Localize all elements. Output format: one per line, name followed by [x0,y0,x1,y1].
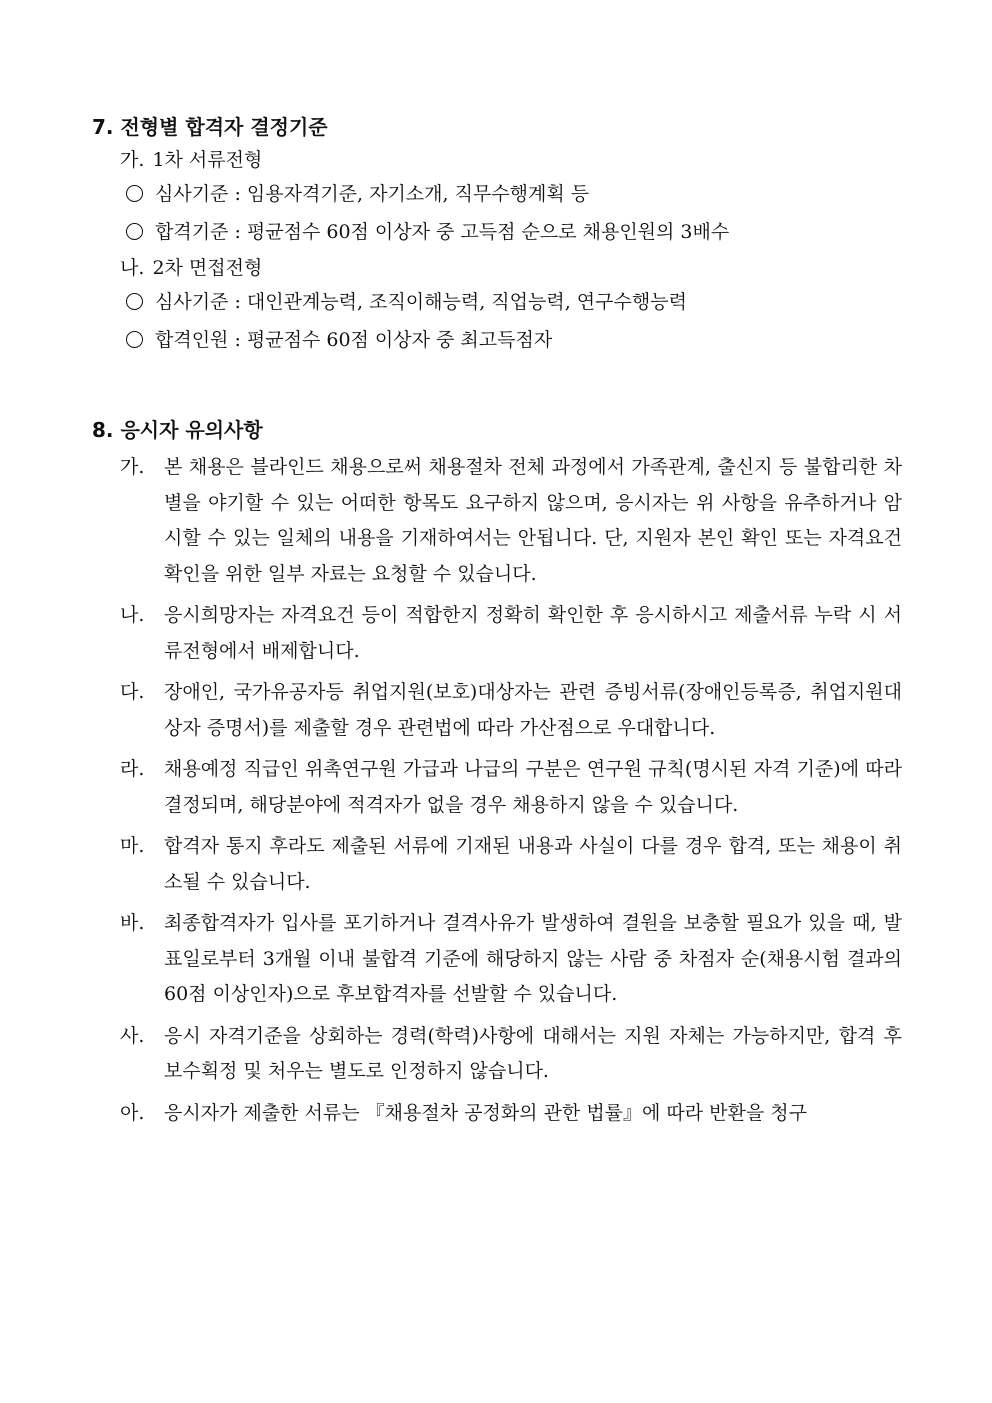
note-item [92,1096,902,1132]
note-item [92,906,902,1013]
note-marker: 다. [120,681,145,703]
note-text: 응시자가 제출한 서류는 『채용절차 공정화의 관한 법률』에 따라 반환을 청구 [164,1101,807,1124]
circle-icon [126,331,143,348]
sub-marker: 나. [120,257,145,279]
sub-label: 1차 서류전형 [152,149,263,171]
sub-label: 2차 면접전형 [152,257,263,279]
note-marker: 마. [120,835,145,857]
note-marker: 아. [120,1101,145,1124]
note-marker: 가. [120,456,145,478]
bullet-text: 심사기준 : 대인관계능력, 조직이해능력, 직업능력, 연구수행능력 [155,291,687,313]
bullet-item [92,283,902,321]
bullet-item [92,321,902,359]
section-7-title: 7. 전형별 합격자 결정기준 [92,115,328,139]
sub-marker: 가. [120,149,145,171]
circle-icon [126,223,143,240]
note-item [92,752,902,823]
note-marker: 나. [120,604,145,626]
note-item [92,598,902,669]
circle-icon [126,185,143,202]
sub-heading-document-screening [92,145,902,175]
note-text: 응시 자격기준을 상회하는 경력(학력)사항에 대해서는 지원 자체는 가능하지만, 합격 후 보수획정 및 처우는 별도로 인정하지 않습니다. [164,1024,902,1082]
note-text: 채용예정 직급인 위촉연구원 가급과 나급의 구분은 연구원 규칙(명시된 자격 기준)에 따라 결정되며, 해당분야에 적격자가 없을 경우 채용하지 않을 수 있습니다. [164,758,902,816]
note-text: 응시희망자는 자격요건 등이 적합한지 정확히 확인한 후 응시하시고 제출서류 누락 시 서류전형에서 배제합니다. [164,604,902,662]
note-item [92,450,902,592]
bullet-text: 합격기준 : 평균점수 60점 이상자 중 고득점 순으로 채용인원의 3배수 [155,221,730,243]
bullet-item [92,175,902,213]
bullet-item [92,213,902,251]
note-text: 최종합격자가 입사를 포기하거나 결격사유가 발생하여 결원을 보충할 필요가 있을 때, 발표일로부터 3개월 이내 불합격 기준에 해당하지 않는 사람 중 차점자 순(채용시험 결과의 60점 이상인자)으로 후보합격자를 선발할 수 있습니다. [164,912,902,1005]
bullet-text: 합격인원 : 평균점수 60점 이상자 중 최고득점자 [155,329,553,351]
note-text: 장애인, 국가유공자등 취업지원(보호)대상자는 관련 증빙서류(장애인등록증, 취업지원대상자 증명서)를 제출할 경우 관련법에 따라 가산점으로 우대합니다. [164,681,902,739]
note-marker: 바. [120,912,145,934]
section-8-title: 8. 응시자 유의사항 [92,418,263,442]
sub-heading-interview [92,253,902,283]
section-selection-criteria [92,113,902,359]
note-marker: 사. [120,1024,145,1047]
note-item [92,829,902,900]
note-text: 본 채용은 블라인드 채용으로써 채용절차 전체 과정에서 가족관계, 출신지 등 불합리한 차별을 야기할 수 있는 어떠한 항목도 요구하지 않으며, 응시자는 위 사항을 유추하거나 암시할 수 있는 일체의 내용을 기재하여서는 안됩니다. 단, 지원자 본인 확인 또는 자격요건 확인을 위한 일부 자료는 요청할 수 있습니다. [164,456,902,585]
note-item [92,675,902,746]
note-item [92,1019,902,1090]
note-marker: 라. [120,758,145,780]
circle-icon [126,293,143,310]
section-applicant-notes [92,416,902,1131]
note-text: 합격자 통지 후라도 제출된 서류에 기재된 내용과 사실이 다를 경우 합격, 또는 채용이 취소될 수 있습니다. [164,835,902,893]
bullet-text: 심사기준 : 임용자격기준, 자기소개, 직무수행계획 등 [155,183,590,205]
